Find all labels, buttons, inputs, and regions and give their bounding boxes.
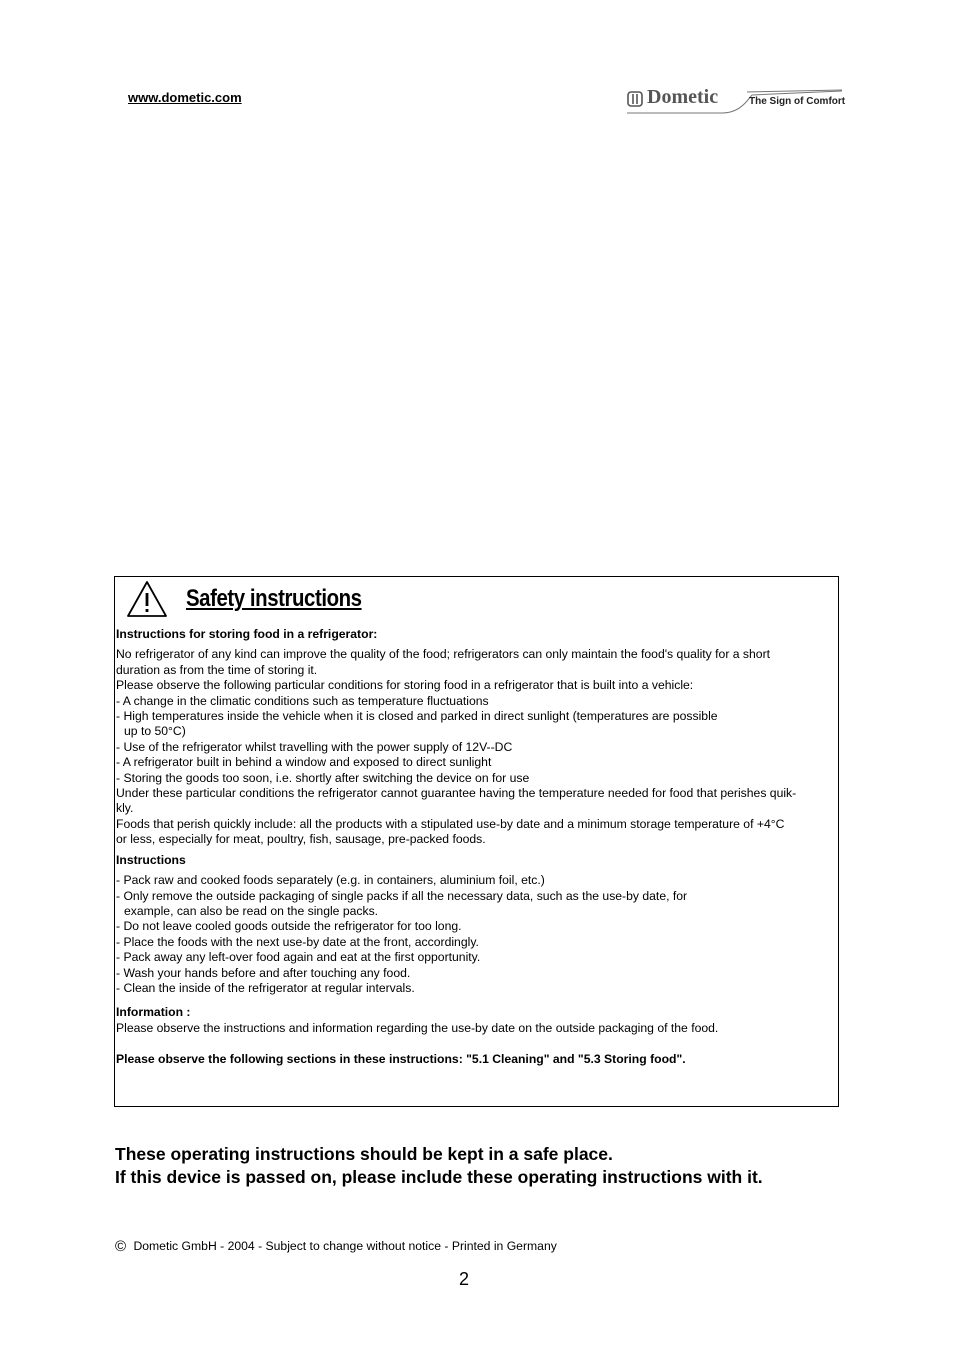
list-item: - Clean the inside of the refrigerator at regular intervals.	[116, 980, 415, 995]
list-item: - Wash your hands before and after touching any food.	[116, 965, 411, 980]
list-item-continuation: example, can also be read on the single packs.	[124, 903, 379, 918]
page-number: 2	[459, 1269, 470, 1289]
footer-text: Dometic GmbH - 2004 - Subject to change without notice - Printed in Germany	[133, 1239, 557, 1253]
final-note: Please observe the following sections in these instructions: "5.1 Cleaning" and "5.3 Storing food".	[116, 1052, 686, 1067]
list-item: - Do not leave cooled goods outside the refrigerator for too long.	[116, 919, 462, 934]
info-text: Please observe the instructions and information regarding the use-by date on the outside packaging of the food.	[116, 1020, 719, 1035]
warning-triangle-icon	[125, 579, 169, 619]
dometic-logo	[627, 86, 846, 116]
list-item: - Pack away any left-over food again and eat at the first opportunity.	[116, 950, 481, 965]
section-heading-storing: Instructions for storing food in a refrigerator:	[116, 627, 378, 641]
website-link[interactable]: www.dometic.com	[128, 90, 242, 105]
logo-tagline: The Sign of Comfort	[749, 96, 846, 107]
footer	[115, 1237, 557, 1254]
list-item: - Place the foods with the next use-by date at the front, accordingly.	[116, 934, 479, 949]
copyright-symbol: ©	[115, 1238, 127, 1255]
text-line: Foods that perish quickly include: all the products with a stipulated use-by date and a minimum storage temperature of +4°C	[116, 816, 785, 831]
dometic-emblem-icon	[627, 91, 643, 107]
list-item: - Use of the refrigerator whilst travelling with the power supply of 12V--DC	[116, 739, 513, 754]
list-item: - Storing the goods too soon, i.e. shortly after switching the device on for use	[116, 770, 530, 785]
list-item: - Pack raw and cooked foods separately (e.g. in containers, aluminium foil, etc.)	[116, 873, 545, 888]
text-line: Under these particular conditions the refrigerator cannot guarantee having the temperature needed for food that perishes quik-	[116, 786, 797, 801]
text-line: duration as from the time of storing it.	[116, 662, 318, 677]
safety-content	[116, 627, 838, 1068]
safety-title: Safety instructions	[186, 585, 362, 612]
list-item: - A change in the climatic conditions such as temperature fluctuations	[116, 693, 489, 708]
list-item: - A refrigerator built in behind a window and exposed to direct sunlight	[116, 755, 492, 770]
logo-name: Dometic	[647, 86, 719, 108]
keep-instructions-note	[115, 1143, 763, 1189]
text-line: No refrigerator of any kind can improve the quality of the food; refrigerators can only maintain the food's quality for a short	[116, 647, 771, 662]
safety-instructions-box	[114, 576, 839, 1107]
list-item: - Only remove the outside packaging of single packs if all the necessary data, such as the use-by date, for	[116, 888, 688, 903]
keep-note-line-1: These operating instructions should be kept in a safe place.	[115, 1144, 613, 1164]
keep-note-line-2: If this device is passed on, please include these operating instructions with it.	[115, 1167, 763, 1187]
list-item-continuation: up to 50°C)	[124, 724, 186, 739]
text-line: or less, especially for meat, poultry, fish, sausage, pre-packed foods.	[116, 832, 486, 847]
text-line: Please observe the following particular conditions for storing food in a refrigerator that is built into a vehicle:	[116, 678, 694, 693]
info-heading: Information :	[116, 1005, 191, 1020]
section-heading-instructions: Instructions	[116, 852, 186, 867]
list-item: - High temperatures inside the vehicle when it is closed and parked in direct sunlight (temperatures are possible	[116, 709, 718, 724]
text-line: kly.	[116, 801, 134, 816]
